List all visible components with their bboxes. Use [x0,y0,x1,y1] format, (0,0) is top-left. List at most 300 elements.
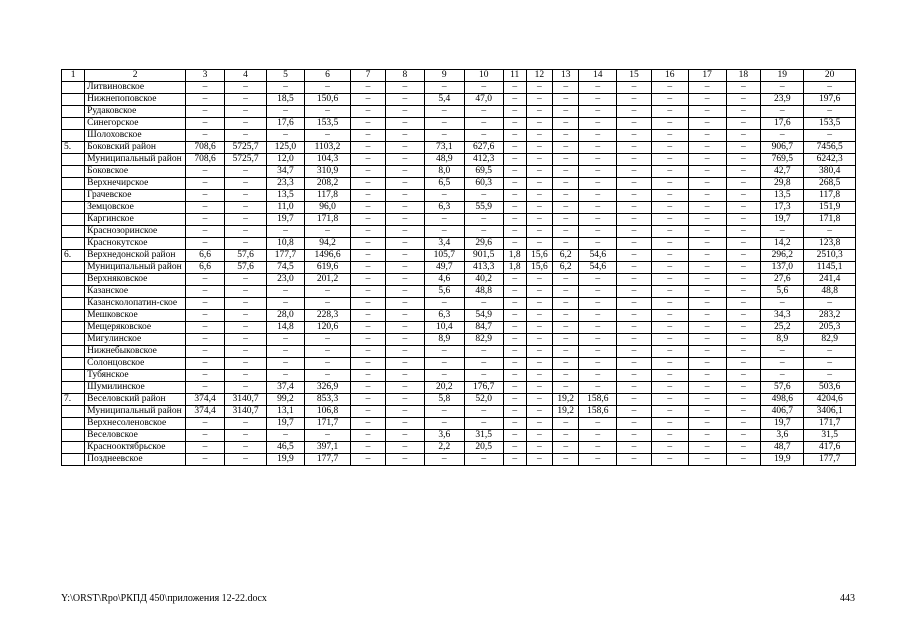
value-cell: – [526,226,552,238]
value-cell: – [503,238,526,250]
value-cell: – [688,286,726,298]
value-cell: – [224,94,266,106]
column-number-cell: 8 [385,70,424,82]
value-cell: 23,0 [267,274,305,286]
value-cell: – [553,154,579,166]
value-cell: – [651,382,688,394]
value-cell: 19,7 [267,418,305,430]
value-cell: – [304,226,350,238]
value-cell: 69,5 [464,166,503,178]
table-row [62,190,856,202]
table-row [62,286,856,298]
value-cell: – [688,430,726,442]
column-number-cell: 16 [651,70,688,82]
value-cell: 5,6 [761,286,804,298]
row-name-cell: Веселовское [85,430,186,442]
value-cell: – [617,310,652,322]
value-cell: – [726,226,761,238]
value-cell: – [726,310,761,322]
value-cell: – [526,370,552,382]
value-cell: 13,5 [761,190,804,202]
value-cell: 6,3 [424,310,464,322]
value-cell: – [304,346,350,358]
value-cell: 3,6 [761,430,804,442]
value-cell: 177,7 [267,250,305,262]
value-cell: 412,3 [464,154,503,166]
value-cell: – [726,166,761,178]
value-cell: – [186,202,225,214]
row-name-cell: Казанское [85,286,186,298]
value-cell: – [186,106,225,118]
table-row [62,238,856,250]
value-cell: – [651,274,688,286]
value-cell: – [267,334,305,346]
row-number-cell [62,106,85,118]
value-cell: – [267,130,305,142]
value-cell: – [688,238,726,250]
value-cell: 7456,5 [804,142,856,154]
value-cell: – [651,82,688,94]
value-cell: – [553,82,579,94]
row-number-cell [62,286,85,298]
value-cell: – [503,274,526,286]
value-cell: – [304,298,350,310]
value-cell: 177,7 [304,454,350,466]
value-cell: 406,7 [761,406,804,418]
value-cell: 853,3 [304,394,350,406]
value-cell: – [804,82,856,94]
value-cell: – [351,406,386,418]
value-cell: 48,8 [804,286,856,298]
value-cell: – [351,94,386,106]
value-cell: – [617,94,652,106]
footer-file-path: Y:\ORST\Rpo\РКПД 450\приложения 12-22.docx [61,593,267,604]
value-cell: – [726,334,761,346]
value-cell: – [186,358,225,370]
value-cell: 28,0 [267,310,305,322]
value-cell: – [224,202,266,214]
value-cell: 417,6 [804,442,856,454]
value-cell: 49,7 [424,262,464,274]
value-cell: – [224,334,266,346]
value-cell: – [385,334,424,346]
value-cell: – [579,382,617,394]
value-cell: – [224,190,266,202]
value-cell: – [553,322,579,334]
footer-page-number: 443 [840,593,855,604]
value-cell: – [579,346,617,358]
value-cell: 1,8 [503,250,526,262]
row-name-cell: Нижнебыковское [85,346,186,358]
value-cell: 201,2 [304,274,350,286]
value-cell: – [651,214,688,226]
value-cell: – [503,166,526,178]
row-name-cell: Синегорское [85,118,186,130]
value-cell: 54,9 [464,310,503,322]
value-cell: – [579,202,617,214]
value-cell: – [464,406,503,418]
value-cell: 55,9 [464,202,503,214]
value-cell: 241,4 [804,274,856,286]
value-cell: 158,6 [579,406,617,418]
value-cell: 326,9 [304,382,350,394]
value-cell: 6,6 [186,250,225,262]
value-cell: – [617,454,652,466]
value-cell: – [351,298,386,310]
value-cell: – [553,202,579,214]
value-cell: 14,8 [267,322,305,334]
value-cell: – [617,382,652,394]
value-cell: – [651,130,688,142]
value-cell: – [553,94,579,106]
value-cell: – [186,298,225,310]
value-cell: – [186,190,225,202]
column-number-cell: 3 [186,70,225,82]
table-row [62,454,856,466]
row-number-cell [62,262,85,274]
value-cell: 171,8 [804,214,856,226]
value-cell: – [726,454,761,466]
value-cell: – [351,262,386,274]
value-cell: 2510,3 [804,250,856,262]
value-cell: – [224,346,266,358]
value-cell: – [503,190,526,202]
column-number-cell: 2 [85,70,186,82]
value-cell: – [553,430,579,442]
value-cell: – [579,130,617,142]
value-cell: – [617,82,652,94]
row-number-cell [62,334,85,346]
table-row [62,382,856,394]
value-cell: – [651,310,688,322]
value-cell: 6,6 [186,262,225,274]
value-cell: – [424,346,464,358]
value-cell: – [617,202,652,214]
value-cell: – [385,406,424,418]
value-cell: – [503,442,526,454]
row-name-cell: Краснокутское [85,238,186,250]
value-cell: – [651,226,688,238]
value-cell: 57,6 [224,250,266,262]
value-cell: – [688,322,726,334]
value-cell: – [464,418,503,430]
value-cell: – [688,370,726,382]
row-number-cell [62,178,85,190]
value-cell: 380,4 [804,166,856,178]
value-cell: – [651,442,688,454]
value-cell: – [726,154,761,166]
value-cell: 15,6 [526,262,552,274]
value-cell: 769,5 [761,154,804,166]
value-cell: – [503,286,526,298]
value-cell: 29,6 [464,238,503,250]
value-cell: – [385,130,424,142]
value-cell: 283,2 [804,310,856,322]
value-cell: – [553,130,579,142]
value-cell: 150,6 [304,94,350,106]
value-cell: – [617,106,652,118]
value-cell: – [385,442,424,454]
value-cell: – [579,358,617,370]
value-cell: – [526,274,552,286]
value-cell: – [424,298,464,310]
value-cell: 40,2 [464,274,503,286]
value-cell: – [617,250,652,262]
value-cell: – [526,346,552,358]
value-cell: – [503,214,526,226]
value-cell: – [424,418,464,430]
value-cell: – [726,94,761,106]
value-cell: 4204,6 [804,394,856,406]
value-cell: – [651,190,688,202]
value-cell: – [464,190,503,202]
value-cell: – [224,322,266,334]
value-cell: – [726,190,761,202]
value-cell: – [385,82,424,94]
value-cell: – [726,322,761,334]
value-cell: – [688,406,726,418]
value-cell: 13,1 [267,406,305,418]
value-cell: – [617,418,652,430]
table-row [62,334,856,346]
row-number-cell [62,82,85,94]
value-cell: – [651,358,688,370]
value-cell: – [553,178,579,190]
value-cell: – [726,430,761,442]
value-cell: – [385,418,424,430]
value-cell: – [804,346,856,358]
row-number-cell [62,202,85,214]
value-cell: – [224,442,266,454]
value-cell: – [617,442,652,454]
value-cell: – [579,298,617,310]
value-cell: – [385,346,424,358]
row-number-cell [62,94,85,106]
value-cell: – [553,298,579,310]
value-cell: 94,2 [304,238,350,250]
value-cell: – [761,226,804,238]
value-cell: – [726,106,761,118]
value-cell: – [526,166,552,178]
value-cell: – [526,454,552,466]
value-cell: – [464,82,503,94]
value-cell: – [351,430,386,442]
value-cell: 3,4 [424,238,464,250]
column-number-cell: 20 [804,70,856,82]
value-cell: – [761,106,804,118]
value-cell: – [688,358,726,370]
table-row [62,430,856,442]
value-cell: 57,6 [761,382,804,394]
value-cell: – [617,370,652,382]
value-cell: – [186,346,225,358]
value-cell: – [553,454,579,466]
value-cell: – [503,454,526,466]
value-cell: – [526,106,552,118]
value-cell: – [553,274,579,286]
value-cell: 99,2 [267,394,305,406]
row-number-cell [62,346,85,358]
column-number-cell: 1 [62,70,85,82]
value-cell: – [503,418,526,430]
value-cell: 54,6 [579,262,617,274]
column-number-cell: 10 [464,70,503,82]
value-cell: – [224,238,266,250]
value-cell: – [503,298,526,310]
value-cell: – [526,82,552,94]
row-name-cell: Верхнечирское [85,178,186,190]
value-cell: – [385,166,424,178]
column-number-cell: 5 [267,70,305,82]
value-cell: – [224,214,266,226]
value-cell: – [617,346,652,358]
value-cell: 73,1 [424,142,464,154]
value-cell: 151,9 [804,202,856,214]
value-cell: 25,2 [761,322,804,334]
row-number-cell [62,322,85,334]
value-cell: – [385,202,424,214]
value-cell: – [186,418,225,430]
value-cell: 120,6 [304,322,350,334]
row-name-cell: Муниципальный район [85,406,186,418]
value-cell: 52,0 [464,394,503,406]
value-cell: – [464,358,503,370]
value-cell: 29,8 [761,178,804,190]
value-cell: – [267,370,305,382]
value-cell: – [385,142,424,154]
value-cell: – [351,346,386,358]
column-number-cell: 11 [503,70,526,82]
value-cell: – [503,106,526,118]
value-cell: 57,6 [224,262,266,274]
value-cell: – [553,382,579,394]
row-number-cell [62,154,85,166]
value-cell: – [186,238,225,250]
value-cell: – [526,418,552,430]
value-cell: – [617,406,652,418]
value-cell: – [503,82,526,94]
value-cell: – [186,130,225,142]
value-cell: – [224,370,266,382]
value-cell: – [503,346,526,358]
column-number-cell: 14 [579,70,617,82]
value-cell: – [804,106,856,118]
value-cell: – [688,190,726,202]
value-cell: – [186,178,225,190]
value-cell: – [761,82,804,94]
value-cell: – [688,250,726,262]
value-cell: – [726,202,761,214]
value-cell: – [526,286,552,298]
value-cell: 708,6 [186,154,225,166]
value-cell: 46,5 [267,442,305,454]
value-cell: – [503,370,526,382]
table-row [62,442,856,454]
value-cell: – [351,154,386,166]
value-cell: 8,0 [424,166,464,178]
value-cell: – [351,214,386,226]
value-cell: 23,9 [761,94,804,106]
table-row [62,370,856,382]
value-cell: – [688,82,726,94]
row-number-cell: 6. [62,250,85,262]
table-header-row [62,70,856,82]
value-cell: – [726,406,761,418]
row-name-cell: Верхнесоленовское [85,418,186,430]
value-cell: – [688,454,726,466]
value-cell: – [464,226,503,238]
row-number-cell [62,298,85,310]
value-cell: – [526,298,552,310]
value-cell: 125,0 [267,142,305,154]
value-cell: – [579,190,617,202]
value-cell: 8,9 [424,334,464,346]
value-cell: – [503,382,526,394]
row-name-cell: Нижнепоповское [85,94,186,106]
value-cell: 15,6 [526,250,552,262]
value-cell: 310,9 [304,166,350,178]
value-cell: 171,8 [304,214,350,226]
value-cell: 6,3 [424,202,464,214]
value-cell: – [224,358,266,370]
value-cell: 42,7 [761,166,804,178]
value-cell: – [351,334,386,346]
value-cell: – [224,118,266,130]
table-row [62,250,856,262]
value-cell: 619,6 [304,262,350,274]
row-number-cell [62,226,85,238]
value-cell: – [464,106,503,118]
value-cell: – [351,454,386,466]
value-cell: – [553,214,579,226]
value-cell: – [351,394,386,406]
value-cell: 117,8 [804,190,856,202]
value-cell: – [526,190,552,202]
table-row [62,406,856,418]
value-cell: – [186,442,225,454]
value-cell: 5,4 [424,94,464,106]
value-cell: – [617,190,652,202]
value-cell: – [688,106,726,118]
table-row [62,322,856,334]
value-cell: – [464,346,503,358]
row-number-cell [62,406,85,418]
value-cell: – [804,130,856,142]
value-cell: – [224,226,266,238]
value-cell: – [651,394,688,406]
value-cell: – [186,226,225,238]
value-cell: – [351,106,386,118]
value-cell: – [503,142,526,154]
value-cell: 177,7 [804,454,856,466]
value-cell: – [651,454,688,466]
column-number-cell: 15 [617,70,652,82]
value-cell: – [385,118,424,130]
value-cell: 208,2 [304,178,350,190]
value-cell: – [526,406,552,418]
row-name-cell: Боковское [85,166,186,178]
value-cell: – [553,334,579,346]
value-cell: – [726,274,761,286]
value-cell: 1103,2 [304,142,350,154]
value-cell: – [224,418,266,430]
value-cell: – [304,334,350,346]
value-cell: – [651,118,688,130]
value-cell: 3406,1 [804,406,856,418]
value-cell: – [761,346,804,358]
value-cell: – [351,130,386,142]
value-cell: – [726,262,761,274]
